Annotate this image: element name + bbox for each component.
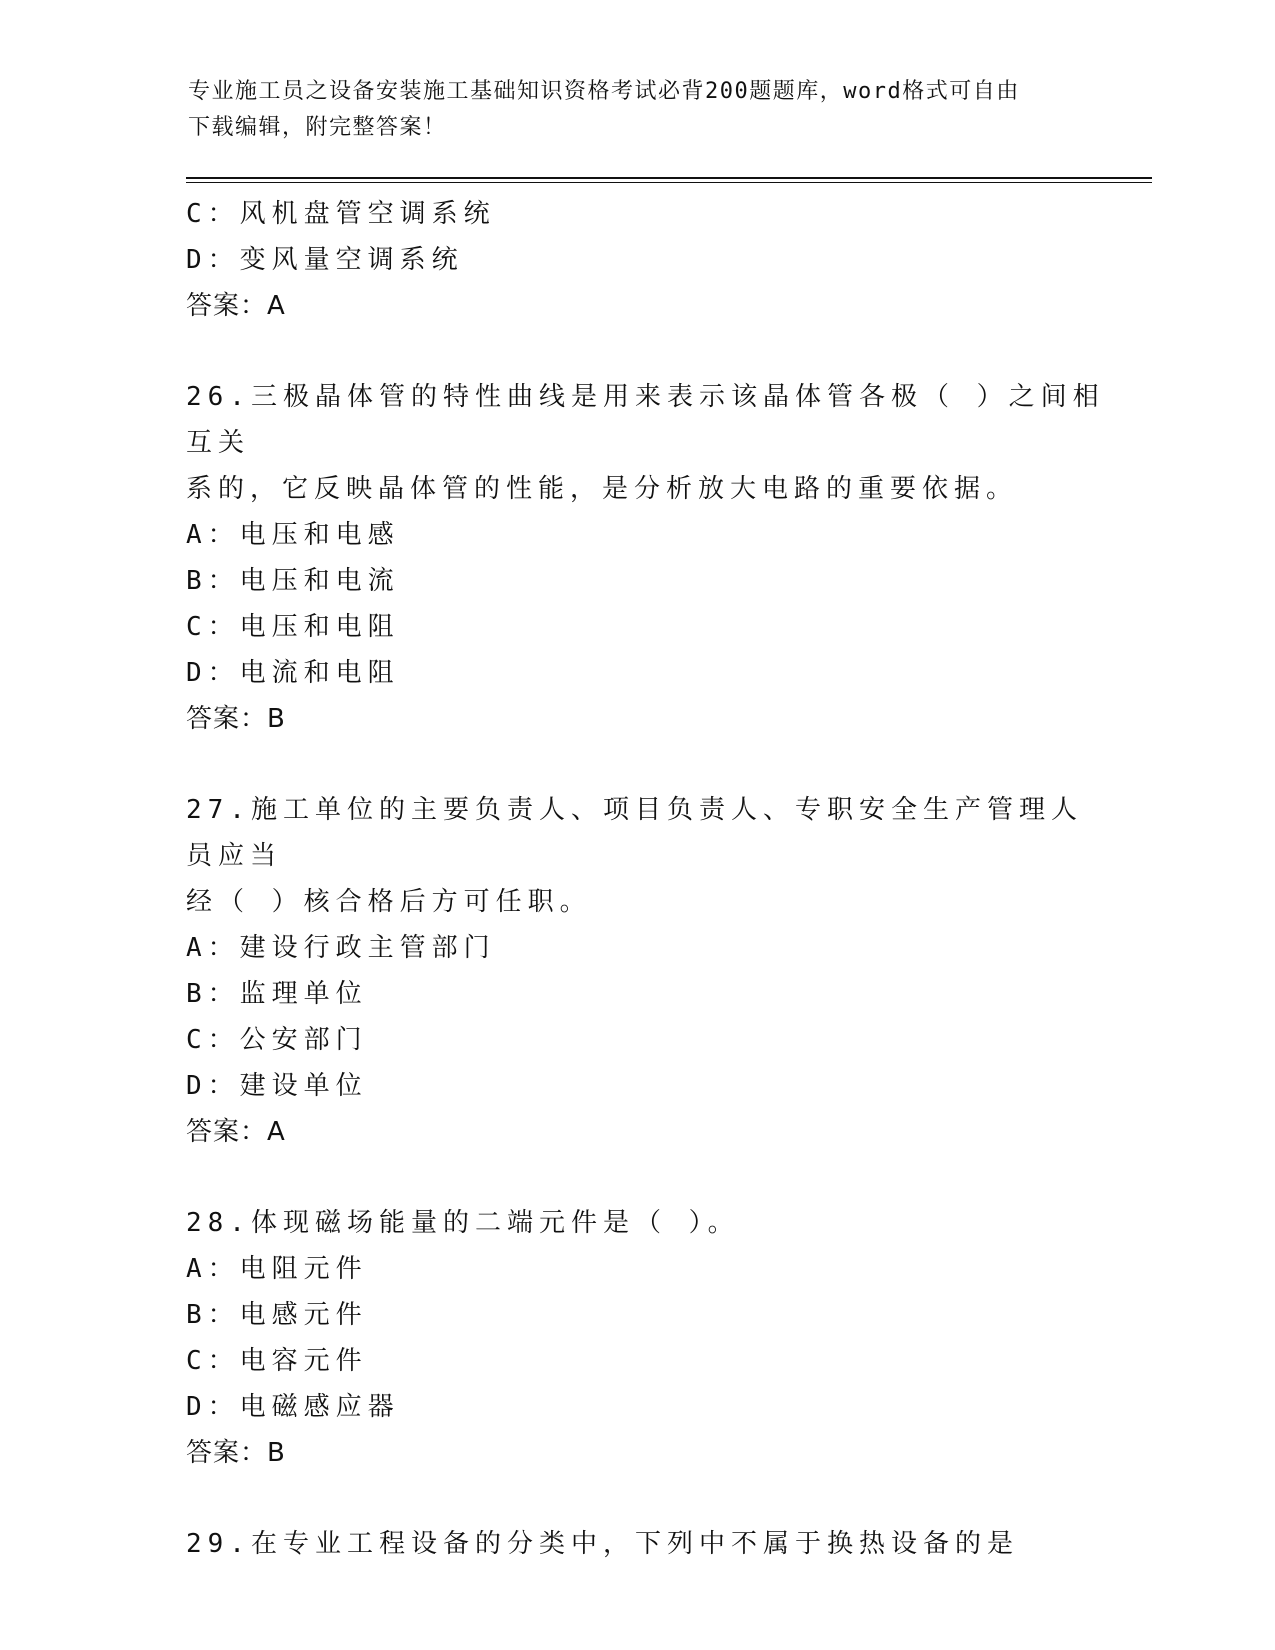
option-a: A：电阻元件 — [186, 1254, 368, 1284]
answer-line: 答案：A — [186, 291, 286, 321]
option-c: C：风机盘管空调系统 — [186, 199, 496, 229]
answer-line: 答案：B — [186, 1438, 286, 1468]
option-c: C：公安部门 — [186, 1025, 368, 1055]
option-d: D：变风量空调系统 — [186, 245, 464, 275]
header-line-2: 下载编辑，附完整答案！ — [188, 115, 447, 140]
question-text: 28.体现磁场能量的二端元件是（ ）。 — [186, 1208, 740, 1238]
header-divider-thick — [186, 177, 1152, 179]
question-text-cont: 系的，它反映晶体管的性能，是分析放大电路的重要依据。 — [186, 474, 1019, 504]
header-line-1: 专业施工员之设备安装施工基础知识资格考试必背200题题库，word格式可自由 — [188, 79, 1020, 104]
question-text-cont: 经（ ）核合格后方可任职。 — [186, 887, 592, 917]
question-content — [186, 191, 1106, 1567]
option-a: A：电压和电感 — [186, 520, 400, 550]
option-d: D：电磁感应器 — [186, 1392, 400, 1422]
answer-line: 答案：B — [186, 704, 286, 734]
question-25-continued — [186, 191, 1106, 329]
header-divider-thin — [186, 182, 1152, 183]
answer-line: 答案：A — [186, 1117, 286, 1147]
option-c: C：电压和电阻 — [186, 612, 400, 642]
option-a: A：建设行政主管部门 — [186, 933, 496, 963]
question-text: 26.三极晶体管的特性曲线是用来表示该晶体管各极（ ）之间相互关 — [186, 382, 1105, 458]
question-29 — [186, 1521, 1106, 1567]
document-header — [188, 74, 1068, 146]
question-text: 27.施工单位的主要负责人、项目负责人、专职安全生产管理人员应当 — [186, 795, 1083, 871]
question-27 — [186, 787, 1106, 1155]
question-28 — [186, 1200, 1106, 1476]
question-text: 29.在专业工程设备的分类中，下列中不属于换热设备的是 — [186, 1529, 1019, 1559]
option-d: D：建设单位 — [186, 1071, 368, 1101]
option-d: D：电流和电阻 — [186, 658, 400, 688]
option-c: C：电容元件 — [186, 1346, 368, 1376]
option-b: B：电感元件 — [186, 1300, 368, 1330]
option-b: B：监理单位 — [186, 979, 368, 1009]
option-b: B：电压和电流 — [186, 566, 400, 596]
question-26 — [186, 374, 1106, 742]
